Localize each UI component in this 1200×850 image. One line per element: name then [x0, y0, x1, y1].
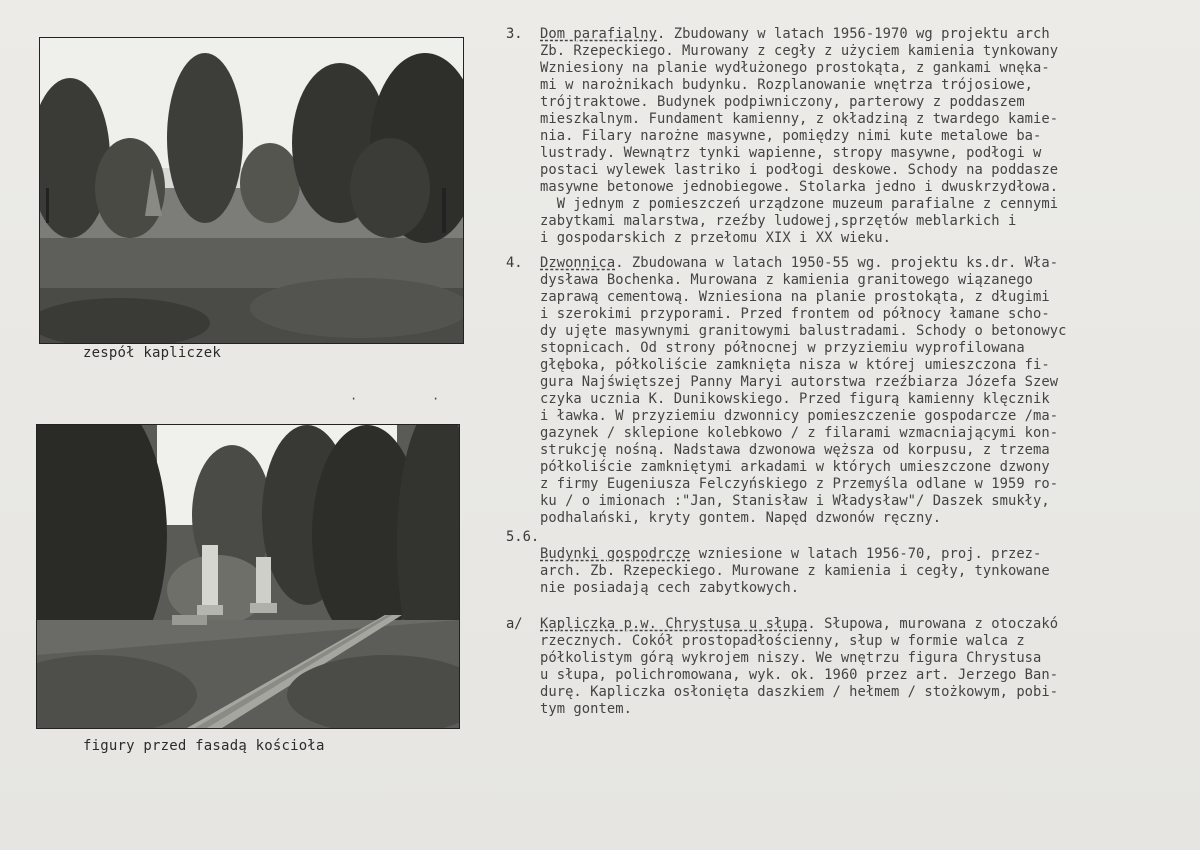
- stray-mark-dot: ·: [432, 392, 440, 406]
- typewritten-text: [506, 26, 1186, 718]
- entry-line: mi w narożnikach budynku. Rozplanowanie wnętrza trójosiowe,: [540, 77, 1034, 93]
- entry-number: a/: [506, 616, 523, 632]
- entry-line-text: wzniesione w latach 1956-70, proj. przez-: [690, 546, 1042, 562]
- entry-line: rzecznych. Cokół prostopadłościenny, słup w formie walca z: [540, 633, 1025, 649]
- entry-line: [540, 546, 1186, 563]
- entry-line: zaprawą cementową. Wzniesiona na planie prostokąta, z długimi: [540, 289, 1050, 305]
- entry-line: postaci wylewek lastriko i podłogi deskowe. Schody na poddasze: [540, 162, 1059, 178]
- entry-parish-house: [506, 26, 1186, 247]
- entry-line: Zb. Rzepeckiego. Murowany z cegły z użyciem kamienia tynkowany: [540, 43, 1059, 59]
- entry-number: 5.6.: [506, 529, 540, 545]
- photo-figures-caption: figury przed fasadą kościoła: [83, 738, 325, 754]
- entry-line: [540, 255, 1186, 272]
- entry-farm-buildings: [506, 529, 1186, 597]
- entry-line: arch. Zb. Rzepeckiego. Murowane z kamienia i cegły, tynkowane: [540, 563, 1050, 579]
- entry-number: 3.: [506, 26, 523, 42]
- entry-line: [540, 26, 1186, 43]
- entry-line: półkoliście zamkniętymi arkadami w których umieszczone dzwony: [540, 459, 1050, 475]
- entry-line: u słupa, polichromowana, wyk. ok. 1960 przez art. Jerzego Ban-: [540, 667, 1059, 683]
- entry-line: durę. Kapliczka osłonięta daszkiem / hełmem / stożkowym, pobi-: [540, 684, 1059, 700]
- entry-heading: Budynki gospodrcze: [540, 546, 691, 562]
- entry-line: lustrady. Wewnątrz tynki wapienne, stropy masywne, podłogi w: [540, 145, 1042, 161]
- entry-line: głęboka, półkoliście zamknięta nisza w której umieszczona fi-: [540, 357, 1050, 373]
- entry-heading: Dzwonnica: [540, 255, 616, 271]
- entry-line-text: . Zbudowany w latach 1956-1970 wg projektu arch: [657, 26, 1050, 42]
- entry-number: 4.: [506, 255, 523, 271]
- entry-line: półkolistym górą wykrojem niszy. We wnętrzu figura Chrystusa: [540, 650, 1042, 666]
- entry-line: i gospodarskich z przełomu XIX i XX wieku.: [540, 230, 891, 246]
- entry-line: Wzniesiony na planie wydłużonego prostokąta, z gankami wnęka-: [540, 60, 1050, 76]
- entry-line: stopnicach. Od strony północnej w przyziemiu wyprofilowana: [540, 340, 1025, 356]
- entry-line: podhalański, kryty gontem. Napęd dzwonów ręczny.: [540, 510, 942, 526]
- photo-chapels-image: [40, 38, 463, 343]
- photo-figures-image: [37, 425, 459, 728]
- photo-figures: [37, 425, 459, 728]
- entry-line: [540, 616, 1186, 633]
- entry-line: trójtraktowe. Budynek podpiwniczony, parterowy z poddaszem: [540, 94, 1025, 110]
- entry-line: strukcję nośną. Nadstawa dzwonowa węższa od korpusu, z trzema: [540, 442, 1050, 458]
- entry-line: tym gontem.: [540, 701, 632, 717]
- entry-line: W jednym z pomieszczeń urządzone muzeum parafialne z cennymi: [540, 196, 1059, 212]
- entry-line: czyka ucznia K. Dunikowskiego. Przed figurą kamienny klęcznik: [540, 391, 1050, 407]
- entry-line-text: . Słupowa, murowana z otoczakó: [807, 616, 1059, 632]
- entry-chapel: [506, 616, 1186, 718]
- entry-bell-tower: [506, 255, 1186, 527]
- entry-line: nia. Filary narożne masywne, pomiędzy nimi kute metalowe ba-: [540, 128, 1042, 144]
- entry-line: ku / o imionach :"Jan, Stanisław i Władysław"/ Daszek smukły,: [540, 493, 1050, 509]
- entry-line: dysława Bochenka. Murowana z kamienia granitowego wiązanego: [540, 272, 1034, 288]
- entry-line: nie posiadają cech zabytkowych.: [540, 580, 800, 596]
- entry-line: masywne betonowe jednobiegowe. Stolarka jedno i dwuskrzydłowa.: [540, 179, 1059, 195]
- entry-line: mieszkalnym. Fundament kamienny, z okładziną z twardego kamie-: [540, 111, 1059, 127]
- entry-line: z firmy Eugeniusza Felczyńskiego z Przemyśla odlane w 1959 ro-: [540, 476, 1059, 492]
- entry-line: i ławka. W przyziemiu dzwonnicy pomieszczenie gospodarcze /ma-: [540, 408, 1059, 424]
- entry-line-text: . Zbudowana w latach 1950-55 wg. projektu ks.dr. Wła-: [615, 255, 1059, 271]
- photo-chapels: [40, 38, 463, 343]
- entry-line: gazynek / sklepione kolebkowo / z filarami wzmacniającymi kon-: [540, 425, 1059, 441]
- entry-line: i szerokimi przyporami. Przed frontem od północy łamane scho-: [540, 306, 1050, 322]
- entry-line: zabytkami malarstwa, rzeźby ludowej,sprzętów meblarkich i: [540, 213, 1017, 229]
- entry-line: gura Najświętszej Panny Maryi autorstwa rzeźbiarza Józefa Szew: [540, 374, 1059, 390]
- entry-heading: Dom parafialny: [540, 26, 657, 42]
- stray-mark-dot: ·: [350, 392, 358, 406]
- entry-heading: Kapliczka p.w. Chrystusa u słupa: [540, 616, 808, 632]
- entry-line: dy ujęte masywnymi granitowymi balustradami. Schody o betonowyc: [540, 323, 1067, 339]
- photo-chapels-caption: zespół kapliczek: [83, 345, 222, 361]
